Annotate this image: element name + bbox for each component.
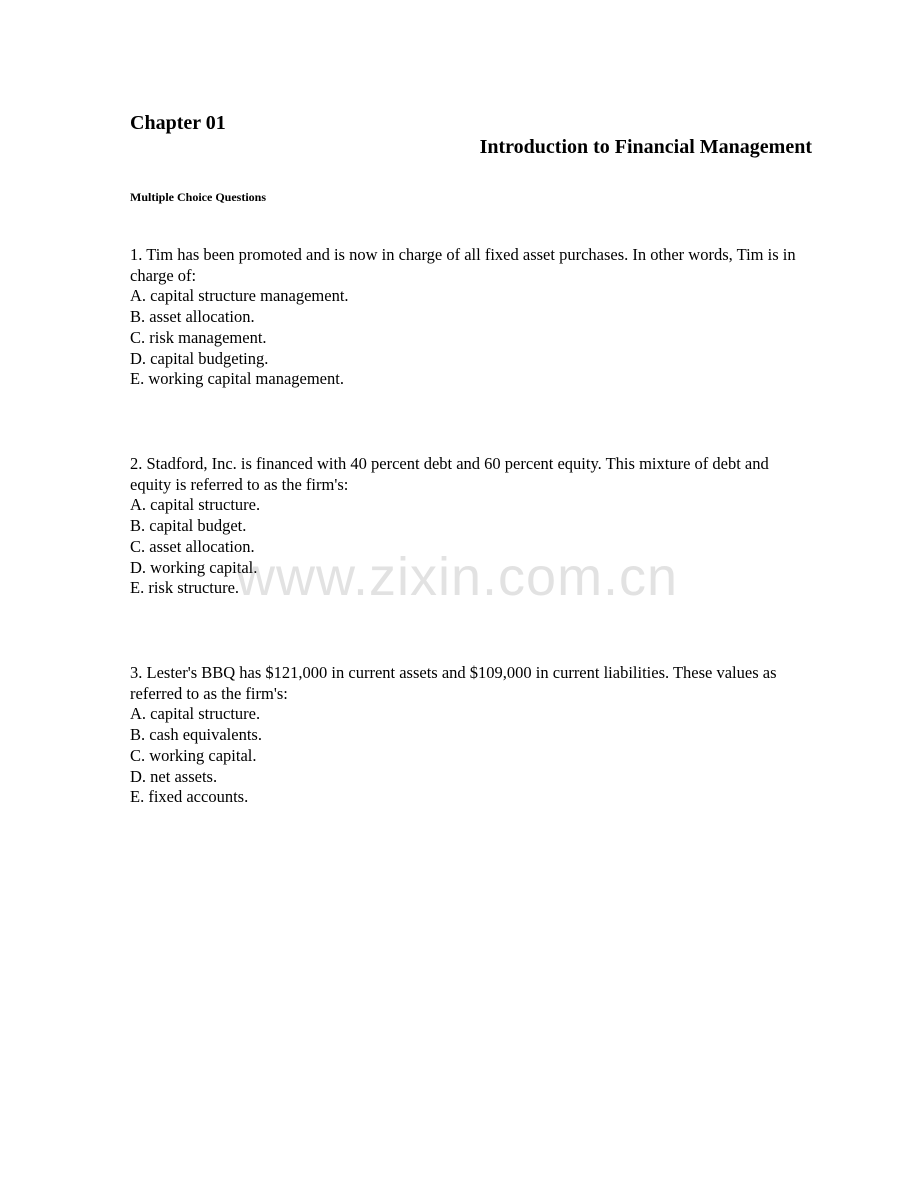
question-3 [130, 663, 810, 808]
question-1 [130, 245, 810, 390]
answer-option-b: B. cash equivalents. [130, 725, 262, 745]
question-stem: 2. Stadford, Inc. is financed with 40 percent debt and 60 percent equity. This mixture of debt and equity is referred to as the firm's: [130, 454, 769, 494]
answer-option-b: B. asset allocation. [130, 307, 255, 327]
answer-option-e: E. risk structure. [130, 578, 240, 598]
chapter-title: Introduction to Financial Management [479, 136, 812, 158]
answer-option-b: B. capital budget. [130, 516, 247, 536]
answer-option-a: A. capital structure. [130, 495, 261, 515]
answer-option-a: A. capital structure management. [130, 286, 349, 306]
question-stem: 3. Lester's BBQ has $121,000 in current assets and $109,000 in current liabilities. These values as referred to as the firm's: [130, 663, 777, 703]
answer-option-e: E. fixed accounts. [130, 787, 249, 807]
answer-option-d: D. working capital. [130, 557, 258, 577]
question-2 [130, 454, 810, 599]
watermark: www.zixin.com.cn [236, 547, 679, 607]
section-heading: Multiple Choice Questions [130, 190, 267, 204]
answer-option-e: E. working capital management. [130, 369, 344, 389]
answer-option-d: D. capital budgeting. [130, 348, 269, 368]
question-stem: 1. Tim has been promoted and is now in charge of all fixed asset purchases. In other words, Tim is in charge of: [130, 245, 796, 285]
answer-option-a: A. capital structure. [130, 704, 261, 724]
answer-option-c: C. asset allocation. [130, 536, 255, 556]
answer-option-c: C. working capital. [130, 745, 257, 765]
answer-option-c: C. risk management. [130, 327, 267, 347]
answer-option-d: D. net assets. [130, 766, 218, 786]
chapter-heading: Chapter 01 [130, 112, 226, 134]
